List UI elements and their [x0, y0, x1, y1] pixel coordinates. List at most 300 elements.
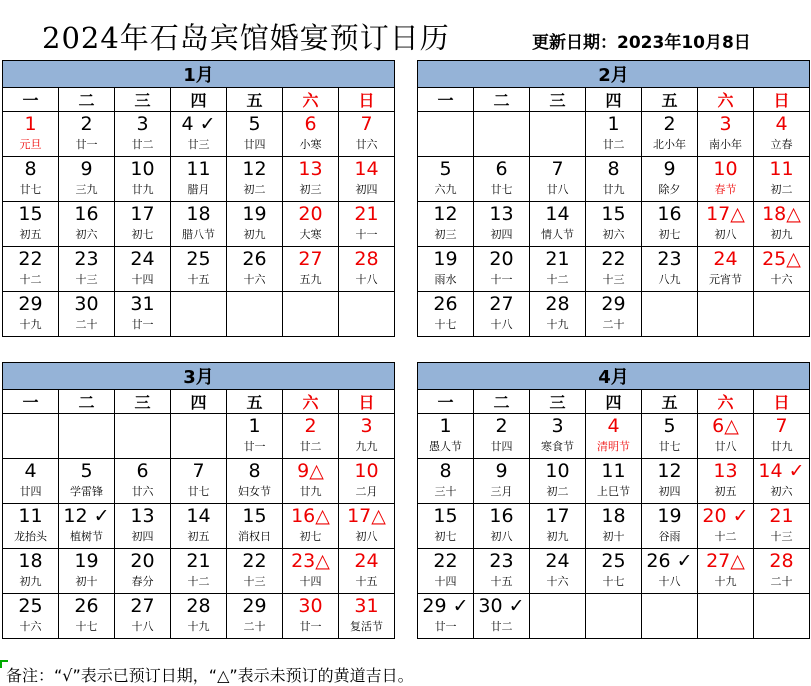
day-number: 9△ — [297, 460, 324, 482]
lunar-label: 初六 — [602, 228, 625, 241]
day-number: 1 — [439, 415, 452, 437]
lunar-label: 春节 — [714, 183, 737, 196]
day-number: 25 — [18, 595, 43, 617]
lunar-label: 初十 — [75, 575, 98, 588]
day-cell[interactable] — [227, 594, 283, 639]
day-cell[interactable] — [339, 414, 395, 459]
day-cell[interactable] — [339, 247, 395, 292]
lunar-label: 十七 — [602, 575, 625, 588]
lunar-label: 廿八 — [546, 183, 569, 196]
lunar-label: 十七 — [75, 620, 98, 633]
day-number: 14 ✓ — [758, 460, 805, 482]
day-cell[interactable] — [474, 594, 530, 639]
day-number: 12 — [433, 203, 458, 225]
day-cell[interactable] — [474, 247, 530, 292]
day-number: 13 — [130, 505, 155, 527]
day-number: 15 — [18, 203, 43, 225]
day-cell[interactable] — [171, 549, 227, 594]
day-cell[interactable] — [339, 112, 395, 157]
page-title: 2024年石岛宾馆婚宴预订日历 — [42, 21, 450, 55]
lunar-label: 初六 — [75, 228, 98, 241]
day-cell[interactable] — [115, 157, 171, 202]
day-number: 2 — [80, 113, 93, 135]
lunar-label: 寒食节 — [541, 440, 574, 453]
day-cell[interactable] — [227, 504, 283, 549]
weekday-header: 二 — [474, 390, 530, 414]
day-cell[interactable] — [698, 504, 754, 549]
lunar-label: 北小年 — [653, 138, 686, 151]
lunar-label: 十五 — [355, 575, 378, 588]
month-calendar-april — [417, 362, 810, 639]
day-cell[interactable] — [339, 459, 395, 504]
lunar-label: 廿九 — [770, 440, 793, 453]
day-cell[interactable] — [586, 202, 642, 247]
day-cell[interactable] — [698, 549, 754, 594]
day-cell[interactable] — [754, 414, 810, 459]
day-cell[interactable] — [59, 292, 115, 337]
day-cell[interactable] — [642, 157, 698, 202]
day-cell[interactable] — [59, 594, 115, 639]
day-number: 22 — [433, 550, 458, 572]
lunar-label: 廿二 — [131, 138, 154, 151]
empty-day-cell — [698, 292, 754, 337]
day-cell[interactable] — [339, 202, 395, 247]
empty-day-cell — [227, 292, 283, 337]
day-number: 13 — [298, 158, 323, 180]
day-cell[interactable] — [418, 247, 474, 292]
month-calendar-january — [2, 60, 395, 337]
day-cell[interactable] — [171, 459, 227, 504]
day-number: 22 — [601, 248, 626, 270]
lunar-label: 六九 — [434, 183, 457, 196]
lunar-label: 初七 — [131, 228, 154, 241]
lunar-label: 廿七 — [658, 440, 681, 453]
day-number: 29 ✓ — [422, 595, 469, 617]
day-cell[interactable] — [586, 247, 642, 292]
day-number: 20 — [130, 550, 155, 572]
lunar-label: 初三 — [299, 183, 322, 196]
month-title: 3月 — [3, 363, 395, 390]
day-cell[interactable] — [754, 112, 810, 157]
day-cell[interactable] — [3, 292, 59, 337]
lunar-label: 大寒 — [299, 228, 322, 241]
day-number: 27△ — [706, 550, 745, 572]
day-cell[interactable] — [171, 202, 227, 247]
lunar-label: 廿七 — [19, 183, 42, 196]
empty-day-cell — [530, 594, 586, 639]
day-number: 18△ — [762, 203, 801, 225]
day-cell[interactable] — [115, 292, 171, 337]
day-number: 9 — [495, 460, 508, 482]
day-cell[interactable] — [227, 459, 283, 504]
day-cell[interactable] — [754, 247, 810, 292]
lunar-label: 初九 — [19, 575, 42, 588]
weekday-header: 六 — [283, 88, 339, 112]
day-cell[interactable] — [586, 157, 642, 202]
day-cell[interactable] — [474, 157, 530, 202]
lunar-label: 植树节 — [70, 530, 103, 543]
lunar-label: 初四 — [355, 183, 378, 196]
day-cell[interactable] — [698, 459, 754, 504]
day-cell[interactable] — [474, 459, 530, 504]
weekday-header: 四 — [586, 390, 642, 414]
day-number: 22 — [242, 550, 267, 572]
weekday-header: 五 — [227, 390, 283, 414]
lunar-label: 二十 — [243, 620, 266, 633]
day-cell[interactable] — [754, 157, 810, 202]
day-number: 4 — [607, 415, 620, 437]
day-cell[interactable] — [59, 459, 115, 504]
day-number: 14 — [354, 158, 379, 180]
week-row — [418, 202, 810, 247]
empty-day-cell — [115, 414, 171, 459]
lunar-label: 三九 — [75, 183, 98, 196]
weekday-header: 二 — [59, 88, 115, 112]
day-number: 2 — [663, 113, 676, 135]
day-cell[interactable] — [418, 594, 474, 639]
day-cell[interactable] — [754, 549, 810, 594]
lunar-label: 廿一 — [131, 318, 154, 331]
day-cell[interactable] — [3, 594, 59, 639]
day-cell[interactable] — [115, 459, 171, 504]
day-number: 21 — [769, 505, 794, 527]
day-number: 10 — [354, 460, 379, 482]
day-number: 30 — [298, 595, 323, 617]
calendar-table — [2, 362, 395, 639]
day-cell[interactable] — [59, 202, 115, 247]
day-cell[interactable] — [474, 292, 530, 337]
empty-day-cell — [59, 414, 115, 459]
day-cell[interactable] — [59, 247, 115, 292]
lunar-label: 廿九 — [602, 183, 625, 196]
day-number: 19 — [657, 505, 682, 527]
day-cell[interactable] — [59, 549, 115, 594]
day-number: 28 — [186, 595, 211, 617]
day-number: 28 — [354, 248, 379, 270]
day-number: 16△ — [291, 505, 330, 527]
day-cell[interactable] — [642, 202, 698, 247]
lunar-label: 十九 — [187, 620, 210, 633]
lunar-label: 廿七 — [187, 485, 210, 498]
day-number: 4 — [775, 113, 788, 135]
day-cell[interactable] — [59, 157, 115, 202]
day-cell[interactable] — [418, 202, 474, 247]
empty-day-cell — [283, 292, 339, 337]
day-cell[interactable] — [227, 247, 283, 292]
weekday-header: 一 — [418, 390, 474, 414]
day-number: 17△ — [706, 203, 745, 225]
day-number: 17 — [545, 505, 570, 527]
weekday-header: 日 — [339, 390, 395, 414]
day-cell[interactable] — [474, 549, 530, 594]
day-cell[interactable] — [115, 112, 171, 157]
week-row — [3, 247, 395, 292]
day-number: 2 — [304, 415, 317, 437]
day-cell[interactable] — [586, 414, 642, 459]
lunar-label: 十一 — [490, 273, 513, 286]
day-cell[interactable] — [642, 112, 698, 157]
day-cell[interactable] — [698, 414, 754, 459]
day-cell[interactable] — [642, 549, 698, 594]
day-cell[interactable] — [339, 504, 395, 549]
day-cell[interactable] — [586, 112, 642, 157]
lunar-label: 十九 — [714, 575, 737, 588]
week-row — [418, 549, 810, 594]
weekday-header: 一 — [418, 88, 474, 112]
day-cell[interactable] — [59, 112, 115, 157]
lunar-label: 廿二 — [602, 138, 625, 151]
day-cell[interactable] — [530, 247, 586, 292]
day-number: 7 — [775, 415, 788, 437]
day-cell[interactable] — [227, 414, 283, 459]
week-row — [3, 414, 395, 459]
lunar-label: 十三 — [243, 575, 266, 588]
day-cell[interactable] — [530, 459, 586, 504]
day-number: 25△ — [762, 248, 801, 270]
day-number: 21 — [354, 203, 379, 225]
day-cell[interactable] — [3, 202, 59, 247]
day-cell[interactable] — [474, 504, 530, 549]
day-number: 28 — [769, 550, 794, 572]
day-cell[interactable] — [3, 459, 59, 504]
day-cell[interactable] — [227, 549, 283, 594]
lunar-label: 消权日 — [238, 530, 271, 543]
day-cell[interactable] — [283, 504, 339, 549]
day-number: 12 — [657, 460, 682, 482]
day-number: 7 — [192, 460, 205, 482]
day-cell[interactable] — [3, 504, 59, 549]
lunar-label: 雨水 — [434, 273, 457, 286]
lunar-label: 初九 — [770, 228, 793, 241]
day-cell[interactable] — [530, 202, 586, 247]
day-cell[interactable] — [171, 504, 227, 549]
lunar-label: 立春 — [770, 138, 793, 151]
lunar-label: 学雷锋 — [70, 485, 103, 498]
week-row — [3, 157, 395, 202]
weekday-header: 四 — [586, 88, 642, 112]
day-cell[interactable] — [418, 292, 474, 337]
day-cell[interactable] — [227, 157, 283, 202]
day-cell[interactable] — [171, 157, 227, 202]
day-cell[interactable] — [474, 202, 530, 247]
day-cell[interactable] — [227, 112, 283, 157]
day-cell[interactable] — [171, 247, 227, 292]
lunar-label: 谷雨 — [658, 530, 681, 543]
day-cell[interactable] — [115, 549, 171, 594]
day-cell[interactable] — [698, 157, 754, 202]
day-cell[interactable] — [418, 414, 474, 459]
day-number: 7 — [551, 158, 564, 180]
day-cell[interactable] — [642, 459, 698, 504]
day-cell[interactable] — [418, 157, 474, 202]
day-number: 5 — [80, 460, 93, 482]
day-number: 26 — [433, 293, 458, 315]
day-cell[interactable] — [586, 504, 642, 549]
day-number: 30 ✓ — [478, 595, 525, 617]
day-cell[interactable] — [418, 549, 474, 594]
day-cell[interactable] — [418, 504, 474, 549]
lunar-label: 春分 — [131, 575, 154, 588]
lunar-label: 十八 — [490, 318, 513, 331]
lunar-label: 初四 — [490, 228, 513, 241]
day-cell[interactable] — [586, 459, 642, 504]
day-cell[interactable] — [530, 292, 586, 337]
day-cell[interactable] — [698, 112, 754, 157]
day-cell[interactable] — [530, 549, 586, 594]
weekday-header: 三 — [115, 88, 171, 112]
day-number: 4 — [24, 460, 37, 482]
day-cell[interactable] — [283, 112, 339, 157]
day-cell[interactable] — [642, 247, 698, 292]
lunar-label: 情人节 — [541, 228, 574, 241]
day-number: 2 — [495, 415, 508, 437]
calendar-table — [417, 60, 810, 337]
day-number: 7 — [360, 113, 373, 135]
day-number: 6△ — [712, 415, 739, 437]
day-number: 14 — [545, 203, 570, 225]
week-row — [418, 157, 810, 202]
lunar-label: 廿八 — [714, 440, 737, 453]
day-cell[interactable] — [3, 157, 59, 202]
day-cell[interactable] — [283, 202, 339, 247]
day-number: 1 — [607, 113, 620, 135]
lunar-label: 十八 — [131, 620, 154, 633]
day-cell[interactable] — [754, 202, 810, 247]
lunar-label: 初二 — [243, 183, 266, 196]
day-cell[interactable] — [586, 292, 642, 337]
day-number: 11 — [769, 158, 794, 180]
day-cell[interactable] — [171, 594, 227, 639]
day-number: 24 — [130, 248, 155, 270]
day-cell[interactable] — [59, 504, 115, 549]
weekday-header: 五 — [642, 88, 698, 112]
day-cell[interactable] — [115, 504, 171, 549]
day-number: 17△ — [347, 505, 386, 527]
day-cell[interactable] — [115, 594, 171, 639]
day-cell[interactable] — [339, 594, 395, 639]
lunar-label: 十八 — [658, 575, 681, 588]
day-number: 4 ✓ — [181, 113, 216, 135]
day-cell[interactable] — [418, 459, 474, 504]
lunar-label: 清明节 — [597, 440, 630, 453]
day-cell[interactable] — [754, 459, 810, 504]
day-number: 31 — [130, 293, 155, 315]
lunar-label: 三十 — [434, 485, 457, 498]
day-cell[interactable] — [171, 112, 227, 157]
weekday-header: 二 — [474, 88, 530, 112]
week-row — [3, 504, 395, 549]
lunar-label: 元旦 — [19, 138, 42, 151]
weekday-header: 四 — [171, 88, 227, 112]
week-row — [418, 504, 810, 549]
lunar-label: 上巳节 — [597, 485, 630, 498]
lunar-label: 小寒 — [299, 138, 322, 151]
day-cell[interactable] — [283, 157, 339, 202]
day-number: 15 — [242, 505, 267, 527]
day-number: 19 — [74, 550, 99, 572]
day-number: 13 — [489, 203, 514, 225]
day-number: 16 — [657, 203, 682, 225]
week-row — [418, 112, 810, 157]
day-cell[interactable] — [698, 247, 754, 292]
month-calendar-march — [2, 362, 395, 639]
day-cell[interactable] — [3, 549, 59, 594]
day-number: 27 — [489, 293, 514, 315]
empty-day-cell — [642, 594, 698, 639]
day-number: 6 — [136, 460, 149, 482]
lunar-label: 十二 — [546, 273, 569, 286]
lunar-label: 初七 — [299, 530, 322, 543]
day-cell[interactable] — [283, 414, 339, 459]
day-cell[interactable] — [530, 157, 586, 202]
lunar-label: 腊八节 — [182, 228, 215, 241]
weekday-header: 五 — [227, 88, 283, 112]
day-number: 6 — [495, 158, 508, 180]
day-number: 1 — [248, 415, 261, 437]
day-cell[interactable] — [115, 202, 171, 247]
day-cell[interactable] — [339, 157, 395, 202]
day-cell[interactable] — [586, 549, 642, 594]
empty-day-cell — [586, 594, 642, 639]
day-cell[interactable] — [474, 414, 530, 459]
day-cell[interactable] — [283, 549, 339, 594]
day-cell[interactable] — [283, 247, 339, 292]
lunar-label: 十一 — [355, 228, 378, 241]
lunar-label: 元宵节 — [709, 273, 742, 286]
lunar-label: 十五 — [187, 273, 210, 286]
day-number: 12 ✓ — [63, 505, 110, 527]
day-cell[interactable] — [3, 247, 59, 292]
day-cell[interactable] — [642, 504, 698, 549]
week-row — [418, 292, 810, 337]
lunar-label: 初十 — [602, 530, 625, 543]
day-cell[interactable] — [115, 247, 171, 292]
day-cell[interactable] — [530, 504, 586, 549]
lunar-label: 廿七 — [490, 183, 513, 196]
weekday-header: 日 — [754, 88, 810, 112]
day-cell[interactable] — [283, 594, 339, 639]
day-cell[interactable] — [227, 202, 283, 247]
day-number: 1 — [24, 113, 37, 135]
day-cell[interactable] — [754, 504, 810, 549]
day-number: 30 — [74, 293, 99, 315]
day-number: 15 — [601, 203, 626, 225]
empty-day-cell — [474, 112, 530, 157]
lunar-label: 廿九 — [131, 183, 154, 196]
day-cell[interactable] — [530, 414, 586, 459]
day-cell[interactable] — [283, 459, 339, 504]
day-cell[interactable] — [698, 202, 754, 247]
lunar-label: 十二 — [187, 575, 210, 588]
empty-day-cell — [754, 594, 810, 639]
day-number: 11 — [186, 158, 211, 180]
lunar-label: 初五 — [19, 228, 42, 241]
day-cell[interactable] — [642, 414, 698, 459]
lunar-label: 廿一 — [299, 620, 322, 633]
lunar-label: 廿六 — [355, 138, 378, 151]
lunar-label: 二月 — [355, 485, 378, 498]
day-cell[interactable] — [339, 549, 395, 594]
day-number: 25 — [186, 248, 211, 270]
day-number: 10 — [713, 158, 738, 180]
weekday-header: 二 — [59, 390, 115, 414]
lunar-label: 十三 — [770, 530, 793, 543]
lunar-label: 十六 — [243, 273, 266, 286]
lunar-label: 十七 — [434, 318, 457, 331]
day-number: 3 — [360, 415, 373, 437]
lunar-label: 廿一 — [243, 440, 266, 453]
day-cell[interactable] — [3, 112, 59, 157]
